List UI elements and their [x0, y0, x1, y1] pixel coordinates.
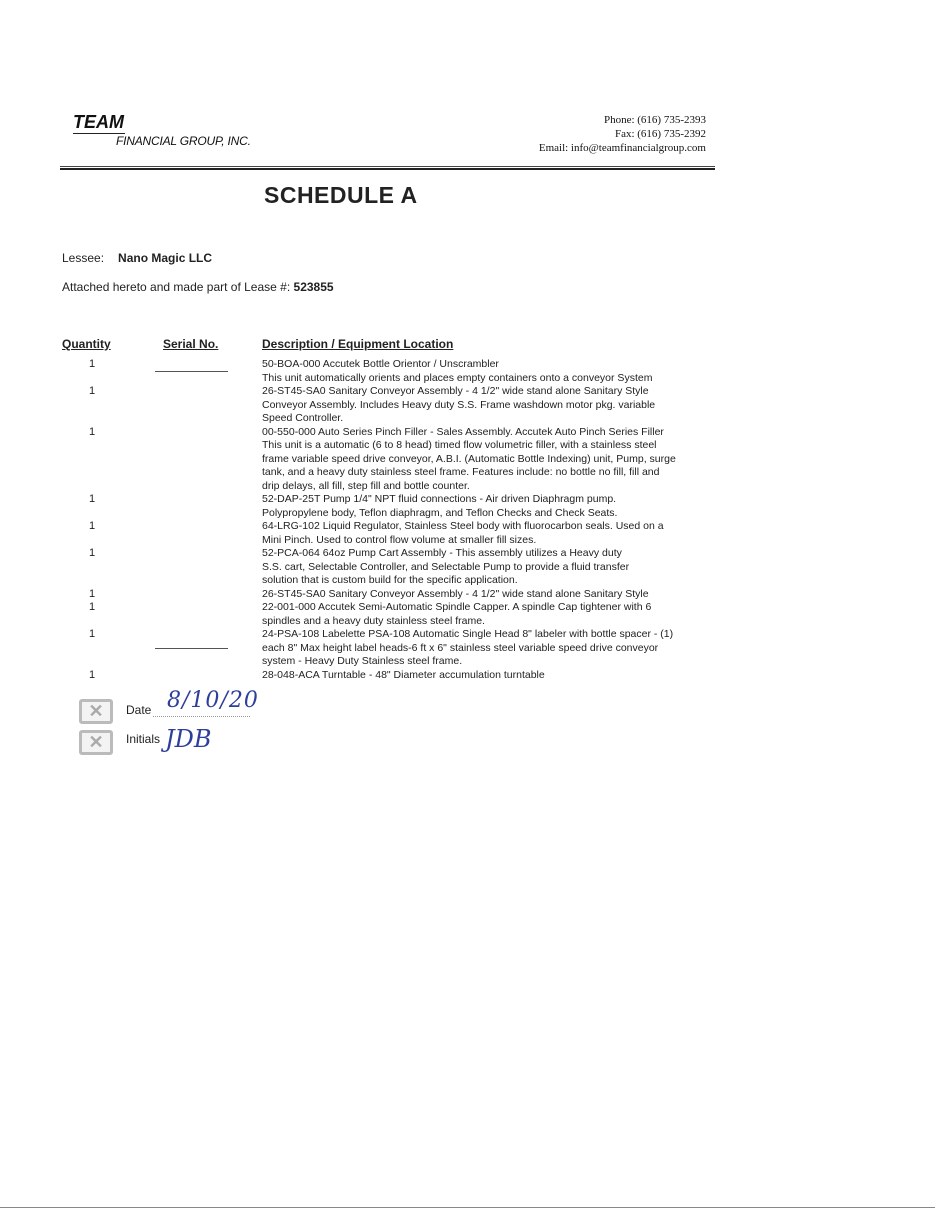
initials-label: Initials [126, 732, 161, 746]
item-description-line: Speed Controller. [262, 412, 344, 424]
item-description-line: 24-PSA-108 Labelette PSA-108 Automatic Single Head 8" labeler with bottle spacer - (1) [262, 628, 674, 640]
item-description-line: 50-BOA-000 Accutek Bottle Orientor / Unscrambler [262, 358, 499, 370]
lessee-label: Lessee: [62, 251, 105, 265]
item-description-line: system - Heavy Duty Stainless steel frame. [262, 655, 463, 667]
item-quantity: 1 [89, 628, 96, 640]
item-description-line: Mini Pinch. Used to control flow volume at smaller fill sizes. [262, 533, 537, 546]
date-checkbox[interactable]: ✕ [79, 699, 113, 724]
item-quantity: 1 [89, 493, 96, 505]
page-bottom-edge [0, 1207, 935, 1208]
item-description-line: tank, and a heavy duty stainless steel frame. Features include: no bottle no fill, fill and [262, 466, 660, 478]
item-description-line: S.S. cart, Selectable Controller, and Selectable Pump to provide a fluid transfer [262, 560, 630, 573]
item-description-line: solution that is custom build for the specific application. [262, 574, 518, 586]
lease-text: Attached hereto and made part of Lease #: [62, 280, 291, 294]
item-description-line: 52-DAP-25T Pump 1/4" NPT fluid connections - Air driven Diaphragm pump. [262, 493, 617, 505]
item-description-line: This unit automatically orients and places empty containers onto a conveyor System [262, 371, 653, 384]
date-label: Date [126, 703, 152, 717]
item-quantity: 1 [89, 358, 96, 370]
date-dotted-line [153, 716, 250, 717]
item-quantity: 1 [89, 547, 96, 559]
company-logo-text: TEAM [73, 112, 124, 132]
item-description-line: 26-ST45-SA0 Sanitary Conveyor Assembly - 4 1/2" wide stand alone Sanitary Style [262, 587, 649, 600]
lease-number: 523855 [293, 280, 334, 294]
item-description-line: 22-001-000 Accutek Semi-Automatic Spindle Capper. A spindle Cap tightener with 6 [262, 601, 652, 613]
handwritten-initials: JDB [165, 725, 212, 753]
lessee-value: Nano Magic LLC [118, 251, 213, 265]
header-divider-thick [60, 168, 715, 170]
item-quantity: 1 [89, 668, 96, 681]
phone-line: Phone: (616) 735-2393 [603, 114, 706, 126]
item-quantity: 1 [89, 587, 96, 600]
lease-reference [62, 280, 334, 294]
item-quantity: 1 [89, 601, 96, 613]
item-description-line: 52-PCA-064 64oz Pump Cart Assembly - This assembly utilizes a Heavy duty [262, 547, 622, 559]
header-divider-thin [60, 166, 715, 167]
item-description-line: 28-048-ACA Turntable - 48" Diameter accumulation turntable [262, 668, 545, 681]
column-header-description: Description / Equipment Location [262, 337, 454, 351]
item-description-line: spindles and a heavy duty stainless steel frame. [262, 614, 485, 627]
item-description-line: This unit is a automatic (6 to 8 head) timed flow volumetric filler, with a stainless steel [262, 439, 657, 451]
item-description-line: each 8" Max height label heads-6 ft x 6" stainless steel variable speed drive conveyor [262, 641, 659, 654]
item-description-line: drip delays, all fill, step fill and bottle counter. [262, 479, 470, 492]
initials-checkbox[interactable]: ✕ [79, 730, 113, 755]
item-description-line: 26-ST45-SA0 Sanitary Conveyor Assembly - 4 1/2" wide stand alone Sanitary Style [262, 385, 649, 397]
column-header-serial: Serial No. [163, 337, 219, 351]
item-description-line: 64-LRG-102 Liquid Regulator, Stainless Steel body with fluorocarbon seals. Used on a [262, 520, 664, 532]
item-description-line: Polypropylene body, Teflon diaphragm, and Teflon Checks and Check Seats. [262, 506, 618, 519]
company-logo-subtitle: FINANCIAL GROUP, INC. [116, 134, 251, 148]
column-header-quantity: Quantity [62, 337, 111, 351]
serial-blank-line [155, 648, 228, 649]
fax-line: Fax: (616) 735-2392 [614, 128, 706, 140]
item-quantity: 1 [89, 425, 96, 438]
lessee-line [62, 251, 212, 265]
item-description-line: Conveyor Assembly. Includes Heavy duty S.S. Frame washdown motor pkg. variable [262, 398, 656, 411]
handwritten-date: 8/10/20 [167, 688, 259, 713]
serial-blank-line [155, 371, 228, 372]
email-line: Email: info@teamfinancialgroup.com [538, 142, 706, 154]
page-title: SCHEDULE A [264, 182, 418, 208]
item-description-line: frame variable speed drive conveyor, A.B.I. (Automatic Bottle Indexing) unit, Pump, surge [262, 452, 676, 465]
contact-block [446, 113, 706, 155]
item-quantity: 1 [89, 520, 96, 532]
item-quantity: 1 [89, 385, 96, 397]
item-description-line: 00-550-000 Auto Series Pinch Filler - Sales Assembly. Accutek Auto Pinch Series Filler [262, 425, 664, 438]
